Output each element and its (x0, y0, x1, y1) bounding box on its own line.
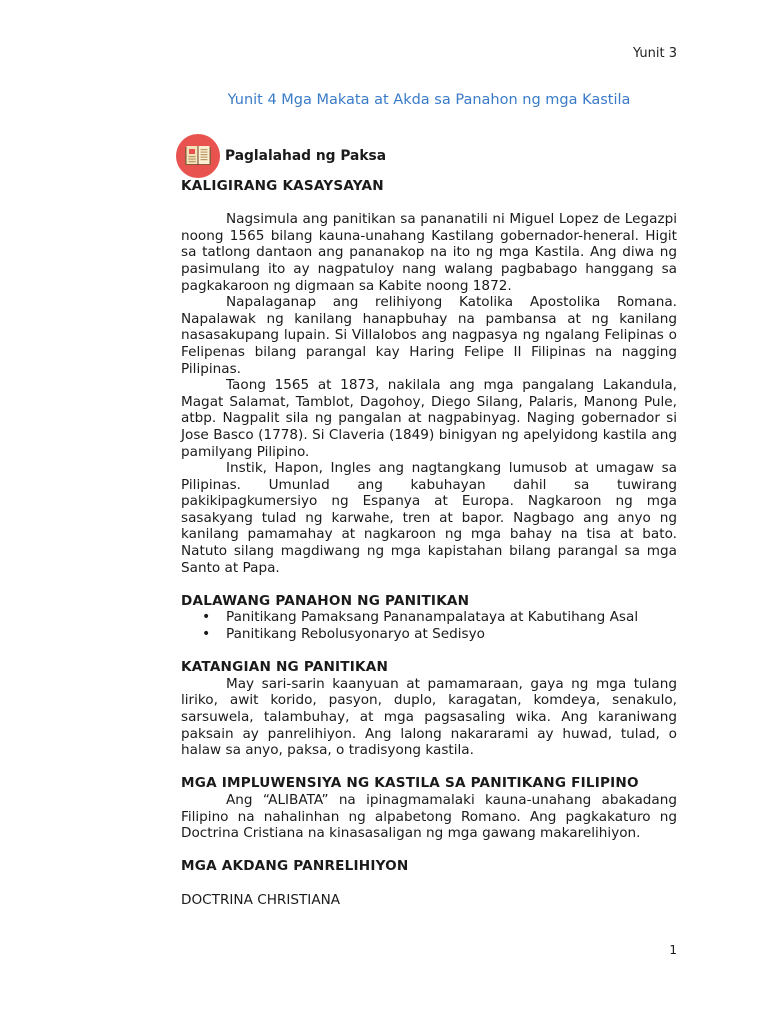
spacer (181, 643, 677, 660)
paragraph-katangian: May sari-sarin kaanyuan at pamamaraan, gaya ng mga tulang liriko, awit korido, pasyon, duplo, karagatan, komdeya, senakulo, sarsuwela, talambuhay, at mga pagsasaling wika. Ang karaniwang paksain ay panrelihiyon. Ang lalong nakararami ay huwad, tulad, o halaw sa anyo, paksa, o tradisyong kastila. (181, 675, 677, 759)
page-number: 1 (669, 943, 677, 957)
heading-impluwensiya: MGA IMPLUWENSIYA NG KASTILA SA PANITIKANG FILIPINO (181, 775, 639, 792)
heading-kaligirang-kasaysayan: KALIGIRANG KASAYSAYAN (181, 178, 384, 194)
list-item: • Panitikang Pamaksang Pananampalataya at Kabutihang Asal (181, 609, 677, 626)
document-title: Yunit 4 Mga Makata at Akda sa Panahon ng mga Kastila (227, 92, 631, 108)
document-body (181, 134, 677, 908)
heading-dalawang-panahon: DALAWANG PANAHON NG PANITIKAN (181, 592, 470, 609)
paragraph-kaligirang-1: Nagsimula ang panitikan sa pananatili ni Miguel Lopez de Legazpi noong 1565 bilang kauna-unahang Kastilang gobernador-heneral. Higit sa tatlong dantaon ang pananakop na ito ng mga Kastila. Ang diwa ng pasimulang ito ay nagpatuloy nang walang pagbabago hanggang sa pagkakaroon ng digmaan sa Kabite noong 1872. (181, 211, 677, 294)
topic-title: Paglalahad ng Paksa (225, 147, 387, 164)
paragraph-kaligirang-3: Taong 1565 at 1873, nakilala ang mga pangalang Lakandula, Magat Salamat, Tamblot, Dagohoy, Diego Silang, Palaris, Manong Pule, atbp. Nagpalit sila ng pangalan at nagpabinyag. Naging gobernador si Jose Basco (1778). Si Claveria (1849) binigyan ng apelyidong kastila ang pamilyang Pilipino. (181, 377, 677, 460)
list-item: • Panitikang Rebolusyonaryo at Sedisyo (181, 626, 677, 643)
spacer (181, 195, 677, 212)
bullet-list-panahon (181, 609, 677, 642)
heading-katangian: KATANGIAN NG PANITIKAN (181, 659, 389, 676)
spacer (181, 576, 677, 593)
open-book-icon (176, 134, 220, 178)
paragraph-kaligirang-4: Instik, Hapon, Ingles ang nagtangkang lumusob at umagaw sa Pilipinas. Umunlad ang kabuhayan dahil sa tuwirang pakikipagkumersiyo ng Espanya at Europa. Nagkaroon ng mga sasakyang tulad ng karwahe, tren at bapor. Nagbago ang anyo ng kanilang pamamahay at nagkaroon ng mga bahay na tisa at bato. Natuto silang magdiwang ng mga kapistahan bilang parangal sa mga Santo at Papa. (181, 460, 677, 576)
heading-akdang-panrelihiyon: MGA AKDANG PANRELIHIYON (181, 858, 409, 875)
spacer (181, 842, 677, 859)
topic-header (176, 134, 677, 178)
subitem-doctrina: DOCTRINA CHRISTIANA (181, 891, 341, 908)
header-unit-label: Yunit 3 (632, 46, 677, 61)
paragraph-impluwensiya: Ang “ALIBATA” na ipinagmamalaki kauna-unahang abakadang Filipino na nahalinhan ng alpabetong Romano. Ang pagkakaturo ng Doctrina Cristiana na kinasasaligan ng mga gawang makarelihiyon. (181, 791, 677, 842)
spacer (181, 759, 677, 776)
spacer (181, 875, 677, 892)
paragraph-kaligirang-2: Napalaganap ang relihiyong Katolika Apostolika Romana. Napalawak ng kanilang hanapbuhay na pambansa at ng kanilang nasasakupang lupain. Si Villalobos ang nagpasya ng ngalang Felipinas o Felipenas bilang parangal kay Haring Felipe II Filipinas na nagging Pilipinas. (181, 294, 677, 377)
